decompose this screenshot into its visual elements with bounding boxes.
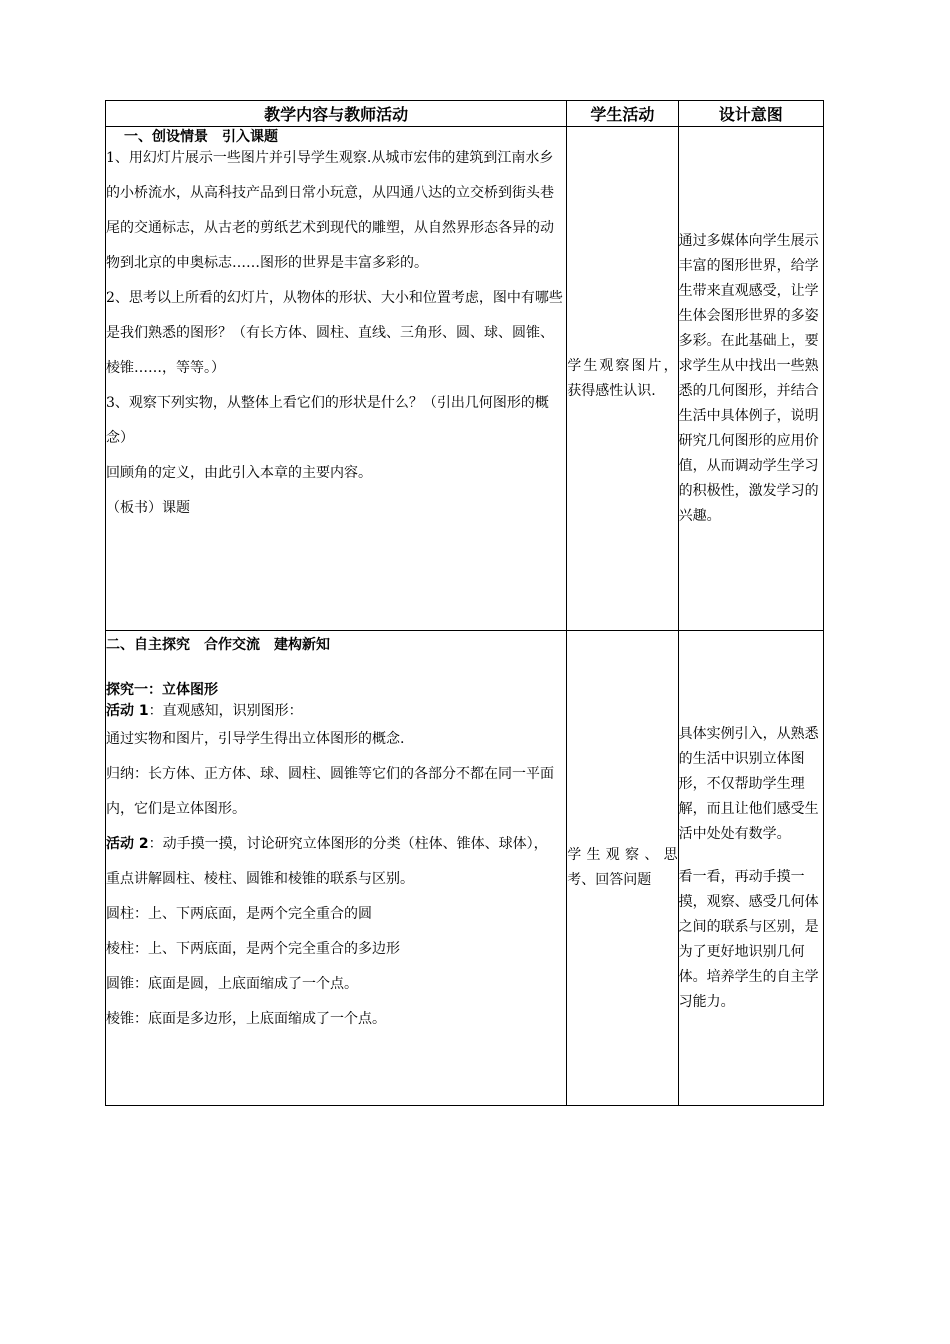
section2-paragraph: 重点讲解圆柱、棱柱、圆锥和棱锥的联系与区别。 [106,871,414,887]
section1-content [106,127,567,631]
header-design-intent: 设计意图 [678,101,823,127]
section2-paragraph: 圆锥：底面是圆，上底面缩成了一个点。 [106,976,358,992]
header-student-activity: 学生活动 [567,101,678,127]
activity1-line [106,701,566,722]
activity1-label: 活动 1 [106,703,149,719]
header-teaching-content: 教学内容与教师活动 [106,101,567,127]
section1-title: 一、创设情景 引入课题 [124,129,278,145]
section1-student-activity: 学生观察图片，获得感性认识. [567,127,678,631]
section2-paragraph: 圆柱：上、下两底面，是两个完全重合的圆 [106,906,372,922]
section2-title: 二、自主探究 合作交流 建构新知 [106,637,330,653]
section2-paragraph: 归纳：长方体、正方体、球、圆柱、圆锥等它们的各部分不都在同一平面内，它们是立体图形。 [106,766,554,817]
lesson-plan-table [105,100,824,1106]
table-header-row [106,101,824,127]
section1-paragraph: 1、用幻灯片展示一些图片并引导学生观察.从城市宏伟的建筑到江南水乡的小桥流水，从高科技产品到日常小玩意，从四通八达的立交桥到街头巷尾的交通标志，从古老的剪纸艺术到现代的雕塑，从自然界形态各异的动物到北京的申奥标志……图形的世界是丰富多彩的。 [106,150,554,271]
section2-subtitle: 探究一：立体图形 [106,682,218,698]
section2-paragraph: 通过实物和图片，引导学生得出立体图形的概念. [106,731,405,747]
section1-paragraph: （板书）课题 [106,500,190,516]
section1-paragraph: 回顾角的定义，由此引入本章的主要内容。 [106,465,372,481]
activity2-label: 活动 2 [106,836,149,852]
section2-content [106,631,567,1106]
design-intent-part-a: 具体实例引入，从熟悉的生活中识别立体图形，不仅帮助学生理解，而且让他们感受生活中处处有数学。 [678,725,819,842]
section1-paragraph: 2、思考以上所看的幻灯片，从物体的形状、大小和位置考虑，图中有哪些是我们熟悉的图形？（有长方体、圆柱、直线、三角形、圆、球、圆锥、棱锥……，等等。） [106,290,563,376]
section2-design-intent [678,631,823,1106]
design-intent-part-b: 看一看，再动手摸一摸，观察、感受几何体之间的联系与区别，是为了更好地识别几何体。培养学生的自主学习能力。 [678,868,819,1010]
section2-paragraph: 棱锥：底面是多边形，上底面缩成了一个点。 [106,1011,386,1027]
table-row [106,631,824,1106]
section1-paragraph: 3、观察下列实物，从整体上看它们的形状是什么？（引出几何图形的概念） [106,395,549,446]
activity2-line [106,827,566,862]
section2-student-activity: 学生观察、思考、回答问题 [567,631,678,1106]
section1-design-intent: 通过多媒体向学生展示丰富的图形世界，给学生带来直观感受，让学生体会图形世界的多姿多彩。在此基础上，要求学生从中找出一些熟悉的几何图形，并结合生活中具体例子，说明研究几何图形的应用价值，从而调动学生学习的积极性，激发学习的兴趣。 [678,127,823,631]
activity2-text: ：动手摸一摸，讨论研究立体图形的分类（柱体、锥体、球体）， [148,836,548,852]
activity1-text: ：直观感知，识别图形： [148,703,303,719]
table-row [106,127,824,631]
section2-paragraph: 棱柱：上、下两底面，是两个完全重合的多边形 [106,941,400,957]
